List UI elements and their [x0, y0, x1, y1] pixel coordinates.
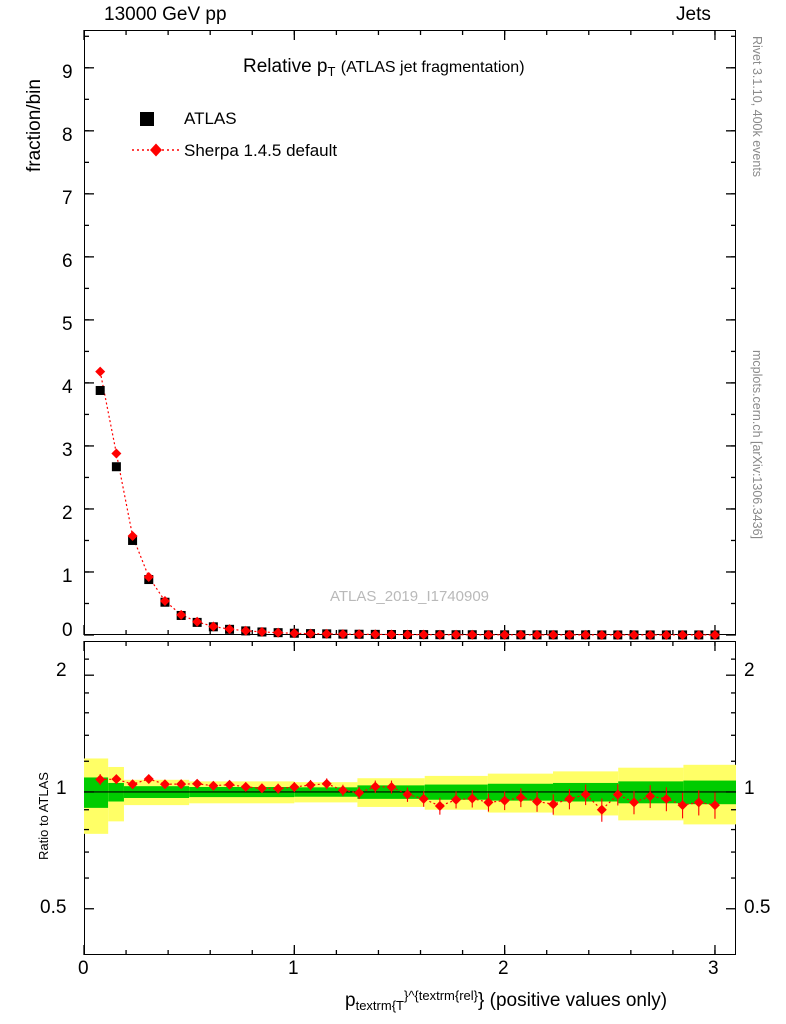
x-tick-0: 0	[78, 958, 89, 979]
x-axis-label-p: p	[345, 990, 356, 1011]
right-note-mcplots: mcplots.cern.ch [arXiv:1306.3436]	[750, 350, 764, 539]
ratio-y-axis-label: Ratio to ATLAS	[36, 772, 51, 860]
y-tick-1: 1	[62, 566, 73, 587]
ratio-y-tick-1-left: 1	[56, 778, 67, 799]
ratio-y-tick-05-left: 0.5	[40, 897, 67, 918]
y-tick-6: 6	[62, 251, 73, 272]
y-tick-4: 4	[62, 377, 73, 398]
y-tick-7: 7	[62, 188, 73, 209]
y-tick-8: 8	[62, 125, 73, 146]
x-tick-1: 1	[288, 958, 299, 979]
x-tick-3: 3	[708, 958, 719, 979]
plot-title-main: Relative p	[243, 56, 328, 77]
y-tick-3: 3	[62, 440, 73, 461]
legend-label-sherpa: Sherpa 1.4.5 default	[184, 141, 338, 160]
header-left: 13000 GeV pp	[104, 4, 227, 25]
y-tick-5: 5	[62, 314, 73, 335]
header-right: Jets	[676, 4, 711, 25]
x-axis-label-sub: textrm{T	[355, 998, 404, 1013]
ratio-y-tick-05-right: 0.5	[744, 897, 771, 918]
main-data-layer	[84, 30, 736, 635]
y-tick-9: 9	[62, 62, 73, 83]
x-axis-label	[345, 988, 667, 1013]
analysis-watermark: ATLAS_2019_I1740909	[330, 588, 490, 605]
y-tick-2: 2	[62, 503, 73, 524]
x-axis-label-sup: }^{textrm{rel}	[403, 988, 479, 1003]
x-tick-2: 2	[498, 958, 509, 979]
plot-title-paren: (ATLAS jet fragmentation)	[340, 59, 525, 76]
x-axis-label-rest: } (positive values only)	[478, 990, 668, 1011]
plot-title-sub: T	[327, 64, 336, 79]
y-tick-0: 0	[62, 620, 73, 641]
ratio-data-layer	[84, 641, 736, 955]
ratio-y-tick-2-right: 2	[744, 660, 755, 681]
right-note-rivet: Rivet 3.1.10, 400k events	[750, 36, 764, 178]
y-axis-label: fraction/bin	[24, 79, 45, 172]
ratio-y-tick-2-left: 2	[56, 660, 67, 681]
ratio-y-tick-1-right: 1	[744, 778, 755, 799]
legend-label-atlas: ATLAS	[184, 109, 237, 128]
